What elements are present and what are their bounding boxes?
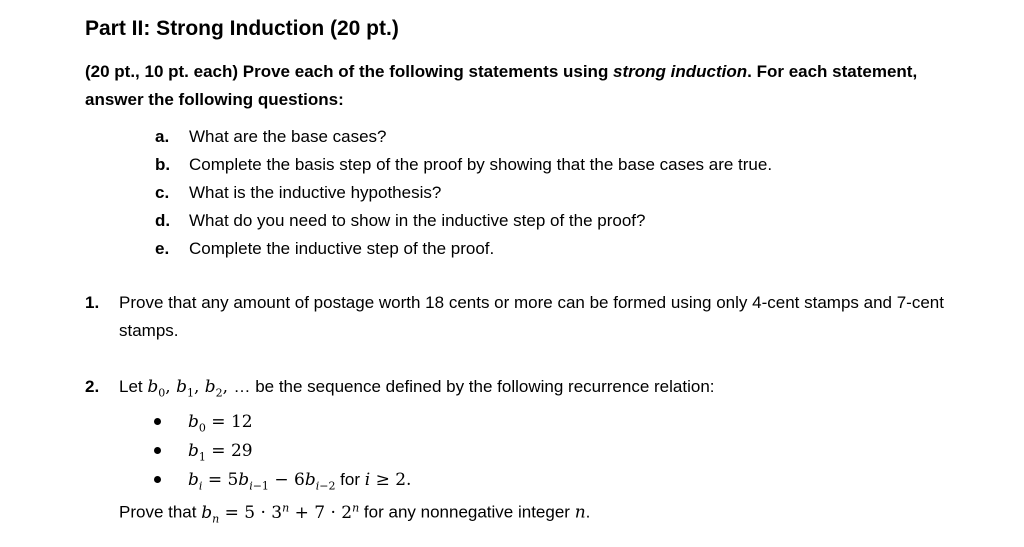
list-item-text: What is the inductive hypothesis? bbox=[189, 183, 442, 202]
list-item-text: What are the base cases? bbox=[189, 127, 387, 146]
problem-body bbox=[119, 373, 969, 533]
closed-form-math: $b_n = 5 \cdot 3^n + 7 \cdot 2^n$ bbox=[201, 501, 360, 526]
instructions bbox=[85, 58, 965, 114]
list-item: $b_i = 5b_{i-1} - 6b_{i-2}$ for i ≥ 2. bbox=[119, 465, 969, 494]
equation-b0: $b_0 = 12$ bbox=[188, 412, 253, 435]
question-list bbox=[155, 123, 772, 263]
section-heading: Part II: Strong Induction (20 pt.) bbox=[85, 17, 399, 40]
problem-text: Prove that any amount of postage worth 18 cents or more can be formed using only 4-cent stamps and 7-cent stamps. bbox=[119, 293, 944, 340]
problem-2 bbox=[85, 373, 969, 533]
list-item-letter: c. bbox=[155, 183, 170, 202]
bullet-icon bbox=[154, 418, 161, 425]
list-item bbox=[155, 235, 772, 263]
problem-number: 1. bbox=[85, 293, 100, 312]
list-item-letter: b. bbox=[155, 155, 171, 174]
instructions-text-2: . For each statement, answer the following questions: bbox=[85, 62, 918, 109]
list-item bbox=[155, 207, 772, 235]
problem-conclusion: Prove that $b_n = 5 \cdot 3^n + 7 \cdot 2^n$ for any nonnegative integer n. bbox=[119, 501, 591, 526]
problem-1 bbox=[85, 289, 969, 345]
instructions-text-1: (20 pt., 10 pt. each) Prove each of the following statements using bbox=[85, 62, 614, 81]
list-item bbox=[155, 179, 772, 207]
bullet-icon bbox=[154, 476, 161, 483]
bullet-icon bbox=[154, 447, 161, 454]
list-item-letter: d. bbox=[155, 211, 171, 230]
list-item-text: What do you need to show in the inductive step of the proof? bbox=[189, 211, 646, 230]
list-item-letter: a. bbox=[155, 127, 170, 146]
list-item bbox=[155, 123, 772, 151]
list-item bbox=[119, 407, 969, 436]
list-item-text: Complete the basis step of the proof by showing that the base cases are true. bbox=[189, 155, 773, 174]
problem-lead: Let $b_0$, $b_1$, $b_2$, … be the sequence defined by the following recurrence relation: bbox=[119, 377, 715, 400]
equation-recurrence: $b_i = 5b_{i-1} - 6b_{i-2}$ bbox=[188, 470, 336, 493]
recurrence-list bbox=[119, 407, 969, 494]
list-item bbox=[155, 151, 772, 179]
equation-b1: $b_1 = 29$ bbox=[188, 441, 253, 464]
list-item-text: Complete the inductive step of the proof. bbox=[189, 239, 495, 258]
sequence-math: $b_0$, $b_1$, $b_2$, bbox=[147, 377, 234, 400]
list-item bbox=[119, 436, 969, 465]
list-item-letter: e. bbox=[155, 239, 170, 258]
instructions-emphasis: strong induction bbox=[613, 62, 748, 81]
problem-number: 2. bbox=[85, 377, 100, 396]
